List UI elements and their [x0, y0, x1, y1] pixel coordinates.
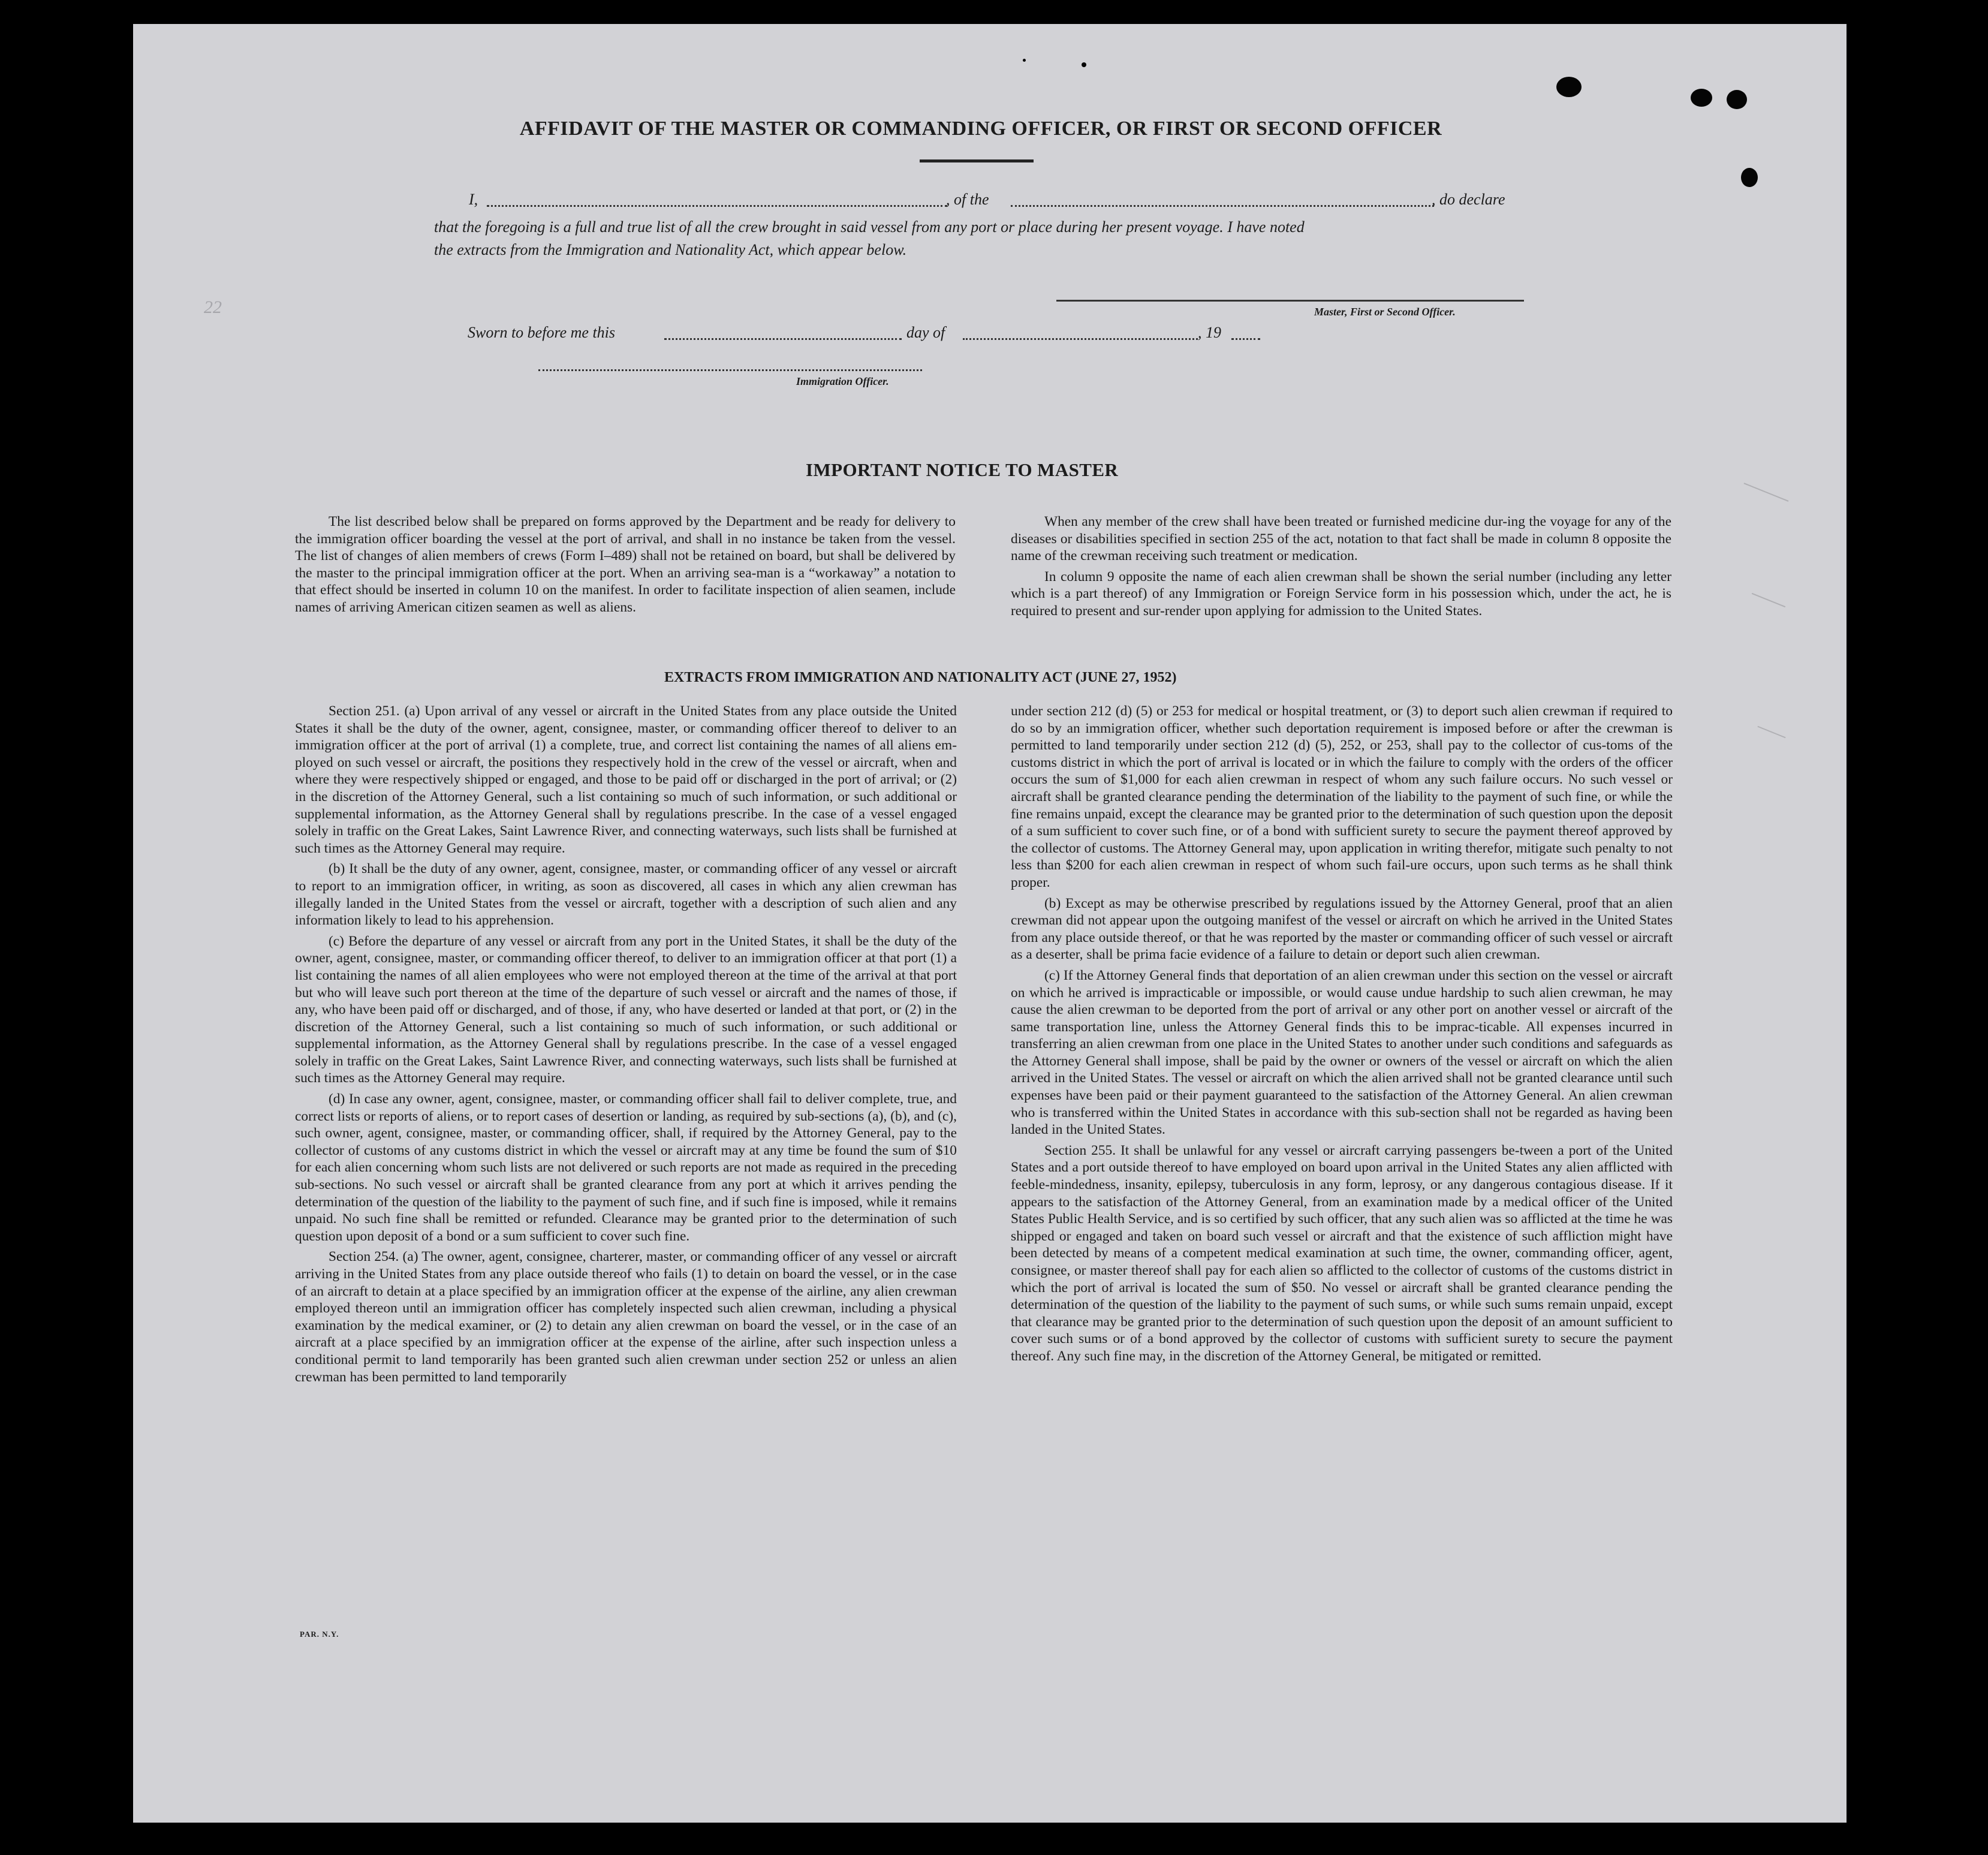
dust-speck: [1082, 62, 1086, 67]
section-251-b: (b) It shall be the duty of any owner, agent, consignee, master, or commanding officer of any vessel or aircraft to report to an immigration officer, in writing, as soon as discovered, all cases in which any alien crewman has illegally landed in the United States from the vessel or aircraft, together with a description of such alien and any information likely to lead to his apprehension.: [295, 861, 957, 929]
declaration-line-1: that the foregoing is a full and true list of all the crew brought in said vessel from any port or place during her present voyage. I have noted: [434, 218, 1305, 236]
section-254-c: (c) If the Attorney General finds that deportation of an alien crewman under this section on the vessel or aircraft on which he arrived is impracticable or impossible, or would cause undue hardship to such alien crewman, he may cause the alien crewman to be deported from the port of arrival or any other port on another vessel or aircraft of the same transportation line, unless the Attorney General finds this to be imprac-ticable. All expenses incurred in transferring an alien crewman from one place in the United States to another under such conditions and safeguards as the Attorney General shall impose, shall be paid by the owner or owners of the vessel or aircraft on which the alien arrived in the United States. The vessel or aircraft on which the alien arrived shall not be granted clearance until such expenses have been paid or their payment guaranteed to the satisfaction of the Attorney General. An alien crewman who is transferred within the United States in accordance with this sub-section shall not be regarded as having been landed in the United States.: [1011, 967, 1673, 1138]
section-251-d: (d) In case any owner, agent, consignee, master, or commanding officer shall fail to deliver complete, true, and correct lists or reports of aliens, or to report cases of desertion or landing, as required by sub-sections (a), (b), and (c), such owner, agent, consignee, master, or commanding officer, shall, if required by the Attorney General, pay to the collector of customs of any customs district in which the vessel or aircraft may at any time be found the sum of $10 for each alien concerning whom such lists are not delivered or such reports are not made as required in the preceding sub-sections. No such vessel or aircraft shall be granted clearance from any port at which it arrives pending the determination of the question of the liability to the payment of such fine, and if such fine is imposed, while it remains unpaid. No such fine shall be remitted or refunded. Clearance may be granted prior to the determination of such question upon deposit of a bond or a sum sufficient to cover such fine.: [295, 1091, 957, 1244]
sworn-year-field[interactable]: [1231, 338, 1260, 340]
of-the-label: , of the: [946, 191, 989, 208]
punch-hole-mark-4: [1741, 168, 1758, 187]
sworn-month-field[interactable]: [963, 338, 1198, 340]
title-divider: [920, 159, 1034, 162]
vessel-field[interactable]: [1011, 205, 1434, 207]
section-254-a: Section 254. (a) The owner, agent, consignee, charterer, master, or commanding officer of any vessel or aircraft arriving in the United States from any place outside thereof who fails (1) to detain on board the vessel, or in the case of an aircraft to detain at a place specified by an immigration officer at the expense of the airline, any alien crewman employed thereon until an immigration officer has completely inspected such alien crewman, including a physical examination by the medical examiner, or (2) to detain any alien crewman on board the vessel, or in the case of an aircraft at a place specified by an immigration officer at the expense of the airline, after such inspection unless a conditional permit to land temporarily has been granted such alien crewman under section 252 or unless an alien crewman has been permitted to land temporarily: [295, 1249, 957, 1385]
notice-paragraph: In column 9 opposite the name of each alien crewman shall be shown the serial number (including any letter which is a part thereof) of any Immigration or Foreign Service form in his possession which, under the act, he is required to present and sur-render upon applying for admission to the United States.: [1011, 568, 1671, 619]
extracts-title: EXTRACTS FROM IMMIGRATION AND NATIONALITY ACT (JUNE 27, 1952): [664, 670, 1177, 685]
notice-paragraph: When any member of the crew shall have been treated or furnished medicine dur-ing the voyage for any of the diseases or disabilities specified in section 255 of the act, notation to that fact shall be made in column 8 opposite the name of the crewman receiving such treatment or medication.: [1011, 514, 1671, 564]
name-field[interactable]: [487, 205, 947, 207]
notice-right-column: [1011, 513, 1671, 624]
section-255: Section 255. It shall be unlawful for any vessel or aircraft carrying passengers be-tween a port of the United States and a port outside thereof to have employed on board upon arrival in the United States any alien afflicted with feeble-mindedness, insanity, epilepsy, tuberculosis in any form, leprosy, or any dangerous contagious disease. If it appears to the satisfaction of the Attorney General, from an examination made by a medical officer of the United States Public Health Service, and is so certified by such officer, that any such alien was so afflicted at the time he was shipped or engaged and taken on board such vessel or aircraft and that the existence of such affliction might have been detected by means of a competent medical examination at such time, the owner, commanding officer, agent, consignee, or master thereof shall pay for each alien so afflicted to the collector of customs of the customs district in which the port of arrival is located the sum of $50. No vessel or aircraft shall be granted clearance pending the determination of the question of the liability to the payment of such sums, or while such sums remain unpaid, except that clearance may be granted prior to the determination of such question upon the deposit of an amount sufficient to cover such sums or of a bond approved by the collector of customs with sufficient surety to secure the payment thereof. Any such fine may, in the discretion of the Attorney General, be mitigated or remitted.: [1011, 1142, 1673, 1364]
sworn-label: Sworn to before me this: [468, 324, 616, 341]
section-254-a-continued: under section 212 (d) (5) or 253 for medical or hospital treatment, or (3) to deport such alien crewman if required to do so by an immigration officer, whether such deportation requirement is imposed before or after the crewman is permitted to land temporarily under section 212 (d) (5), 252, or 253, shall pay to the collector of cus-toms of the customs district in which the port of arrival is located or in which the failure to comply with the orders of the officer occurs the sum of $1,000 for each alien crewman in respect of whom any such failure occurs. No such vessel or aircraft shall be granted clearance pending the determination of the liability to the payment of such fine, or while the fine remains unpaid, except the clearance may be granted prior to the determination of such question upon the deposit of a sum sufficient to cover such fine, or of a bond with sufficient surety to secure the payment thereof approved by the collector of customs. The Attorney General may, upon application in writing therefor, mitigate such penalty to not less than $200 for each alien crewman in respect of whom such fail-ure occurs, upon such terms as he shall think proper.: [1011, 703, 1673, 890]
year-label: , 19: [1198, 324, 1221, 341]
punch-hole-mark-3: [1727, 90, 1747, 109]
immigration-officer-caption: Immigration Officer.: [796, 375, 889, 387]
immigration-officer-signature-line[interactable]: [538, 369, 922, 371]
notice-paragraph: The list described below shall be prepared on forms approved by the Department and be ready for delivery to the immigration officer boarding the vessel at the port of arrival, and shall in no instance be taken from the vessel. The list of changes of alien members of crews (Form I–489) shall not be retained on board, but shall be delivered by the master to the principal immigration officer at the port. When an arriving sea-man is a “workaway” a notation to that effect should be inserted in column 10 on the manifest. In order to facilitate inspection of alien seamen, include names of arriving American citizen seamen as well as aliens.: [295, 514, 956, 615]
affidavit-title: AFFIDAVIT OF THE MASTER OR COMMANDING OFFICER, OR FIRST OR SECOND OFFICER: [519, 118, 1442, 140]
sworn-day-field[interactable]: [664, 338, 902, 340]
punch-hole-mark-2: [1691, 89, 1712, 107]
master-signature-line[interactable]: [1056, 300, 1524, 302]
section-251-c: (c) Before the departure of any vessel or aircraft from any port in the United States, it shall be the duty of the owner, agent, consignee, master, or commanding officer thereof, to deliver to an immigration officer at that port (1) a list containing the names of all alien employees who were not employed thereon at the time of the arrival at that port but who will leave such port thereon at the time of the departure of such vessel or aircraft and the names of those, if any, who have been paid off or discharged, and of those, if any, who have deserted or landed at that port, or (2) in the discretion of the Attorney General, such a list containing so much of such information, or such additional or supplemental information, as the Attorney General shall by regulations prescribe. In the case of a vessel engaged solely in traffic on the Great Lakes, Saint Lawrence River, and connecting waterways, such lists shall be furnished at such times as the Attorney General may require.: [295, 933, 957, 1086]
extracts-left-column: [295, 703, 957, 1389]
section-251-a: Section 251. (a) Upon arrival of any vessel or aircraft in the United States from any place outside the United States it shall be the duty of the owner, agent, consignee, master, or commanding officer thereof to deliver to an immigration officer at the port of arrival (1) a complete, true, and correct list containing the names of all aliens em-ployed on such vessel or aircraft, the positions they respectively hold in the crew of the vessel or aircraft, when and where they were respectively shipped or engaged, and those to be paid off or discharged in the port of arrival; or (2) in the discretion of the Attorney General, such a list containing so much of such information, or such additional or supplemental information, as the Attorney General shall by regulations prescribe. In the case of a vessel engaged solely in traffic on the Great Lakes, Saint Lawrence River, and connecting waterways, such lists shall be furnished at such times as the Attorney General may require.: [295, 703, 957, 856]
day-of-label: day of: [906, 324, 945, 341]
notice-left-column: [295, 513, 956, 620]
master-signature-caption: Master, First or Second Officer.: [1314, 306, 1456, 318]
notice-title: IMPORTANT NOTICE TO MASTER: [806, 459, 1119, 480]
i-label: I,: [469, 191, 478, 208]
do-declare-label: , do declare: [1432, 191, 1505, 208]
section-254-b: (b) Except as may be otherwise prescribed by regulations issued by the Attorney General, proof that an alien crewman did not appear upon the outgoing manifest of the vessel or aircraft on which he arrived in the United States from any place outside thereof, or that he was reported by the master or commanding officer of such vessel or aircraft as a deserter, shall be prima facie evidence of a failure to detain or deport such alien crewman.: [1011, 895, 1673, 963]
printer-code: PAR. N.Y.: [300, 1630, 339, 1639]
punch-hole-mark-1: [1556, 77, 1582, 97]
dust-speck: [1023, 59, 1026, 62]
extracts-right-column: [1011, 703, 1673, 1369]
faint-bleed-through-mark: 22: [204, 297, 222, 317]
declaration-line-2: the extracts from the Immigration and Nationality Act, which appear below.: [434, 241, 907, 258]
